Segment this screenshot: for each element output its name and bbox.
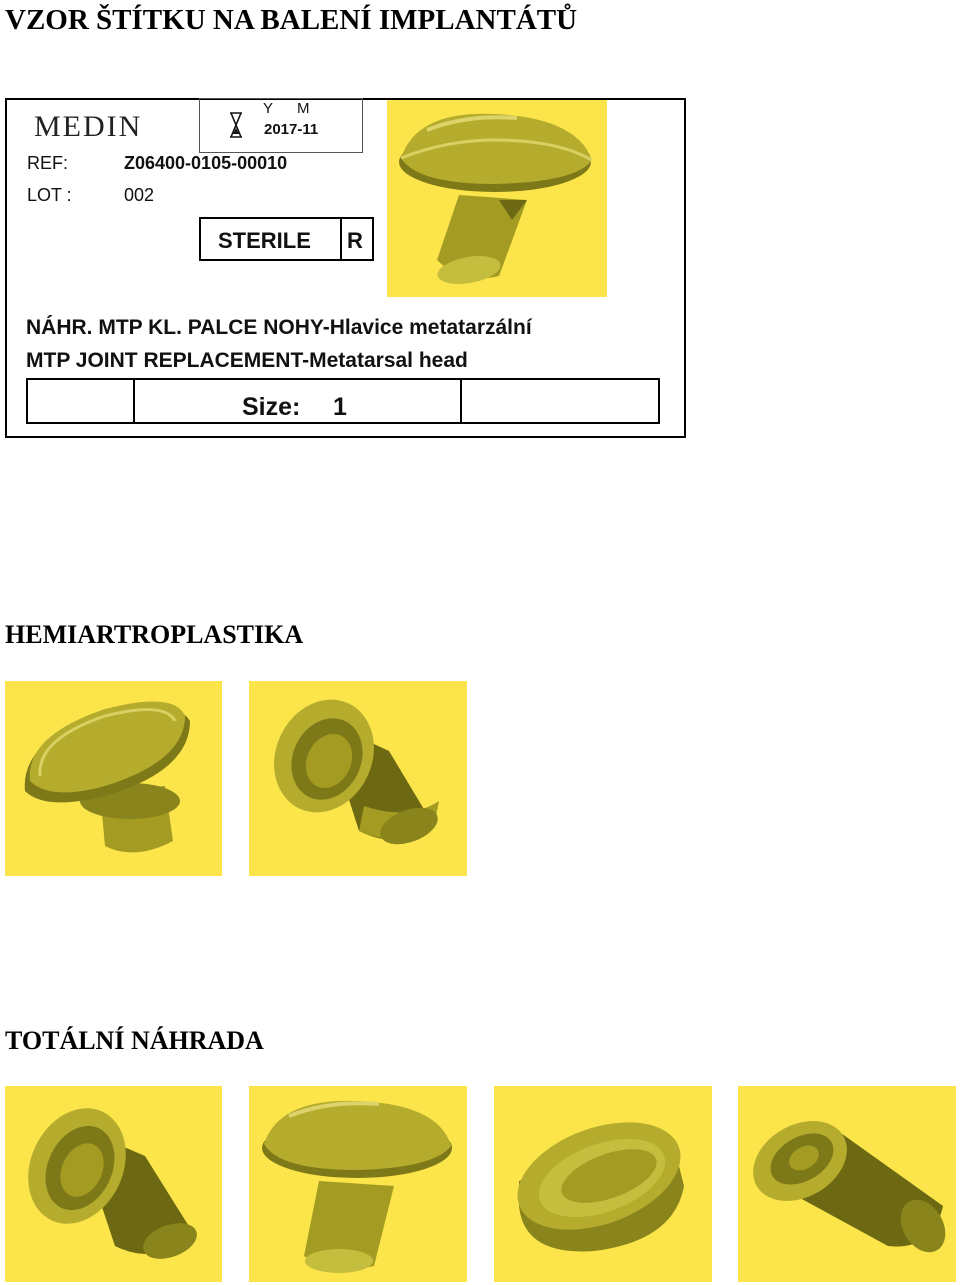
medin-logo bbox=[34, 108, 154, 144]
total-implant-image bbox=[494, 1086, 712, 1282]
phalangeal-cone-implant-icon bbox=[249, 681, 467, 876]
size-value: 1 bbox=[333, 393, 347, 421]
manufacture-date: 2017-11 bbox=[264, 121, 319, 138]
metatarsal-head-implant-icon bbox=[249, 1086, 467, 1282]
phalangeal-cone-implant-icon bbox=[5, 1086, 222, 1282]
description-cz: NÁHR. MTP KL. PALCE NOHY-Hlavice metatarzální bbox=[26, 316, 532, 339]
metatarsal-head-implant-icon bbox=[5, 681, 222, 876]
lot-label: LOT : bbox=[27, 185, 72, 205]
total-implant-image bbox=[5, 1086, 222, 1282]
total-implant-image bbox=[249, 1086, 467, 1282]
ref-value: Z06400-0105-00010 bbox=[124, 153, 288, 173]
hourglass-icon bbox=[229, 112, 245, 140]
size-divider bbox=[133, 378, 135, 424]
ref-label: REF: bbox=[27, 153, 69, 173]
description-en: MTP JOINT REPLACEMENT-Metatarsal head bbox=[26, 349, 468, 372]
size-divider bbox=[460, 378, 462, 424]
month-label: M bbox=[297, 100, 310, 117]
lot-value: 002 bbox=[124, 185, 155, 205]
year-label: Y bbox=[263, 100, 274, 117]
svg-text:MEDIN: MEDIN bbox=[34, 110, 143, 143]
sterile-method: R bbox=[347, 228, 363, 253]
total-implant-image bbox=[738, 1086, 956, 1282]
sterile-divider bbox=[340, 217, 342, 261]
phalangeal-cup-implant-icon bbox=[494, 1086, 712, 1282]
sterile-text: STERILE bbox=[218, 228, 311, 253]
metatarsal-head-implant-icon bbox=[387, 100, 607, 297]
hemi-implant-image bbox=[249, 681, 467, 876]
phalangeal-cone-implant-icon bbox=[738, 1086, 956, 1282]
label-implant-image bbox=[387, 100, 607, 297]
page-title: VZOR ŠTÍTKU NA BALENÍ IMPLANTÁTŮ bbox=[5, 4, 578, 36]
section-title-hemi: HEMIARTROPLASTIKA bbox=[5, 620, 304, 649]
section-title-total: TOTÁLNÍ NÁHRADA bbox=[5, 1026, 264, 1055]
size-label: Size: bbox=[242, 393, 301, 421]
hemi-implant-image bbox=[5, 681, 222, 876]
